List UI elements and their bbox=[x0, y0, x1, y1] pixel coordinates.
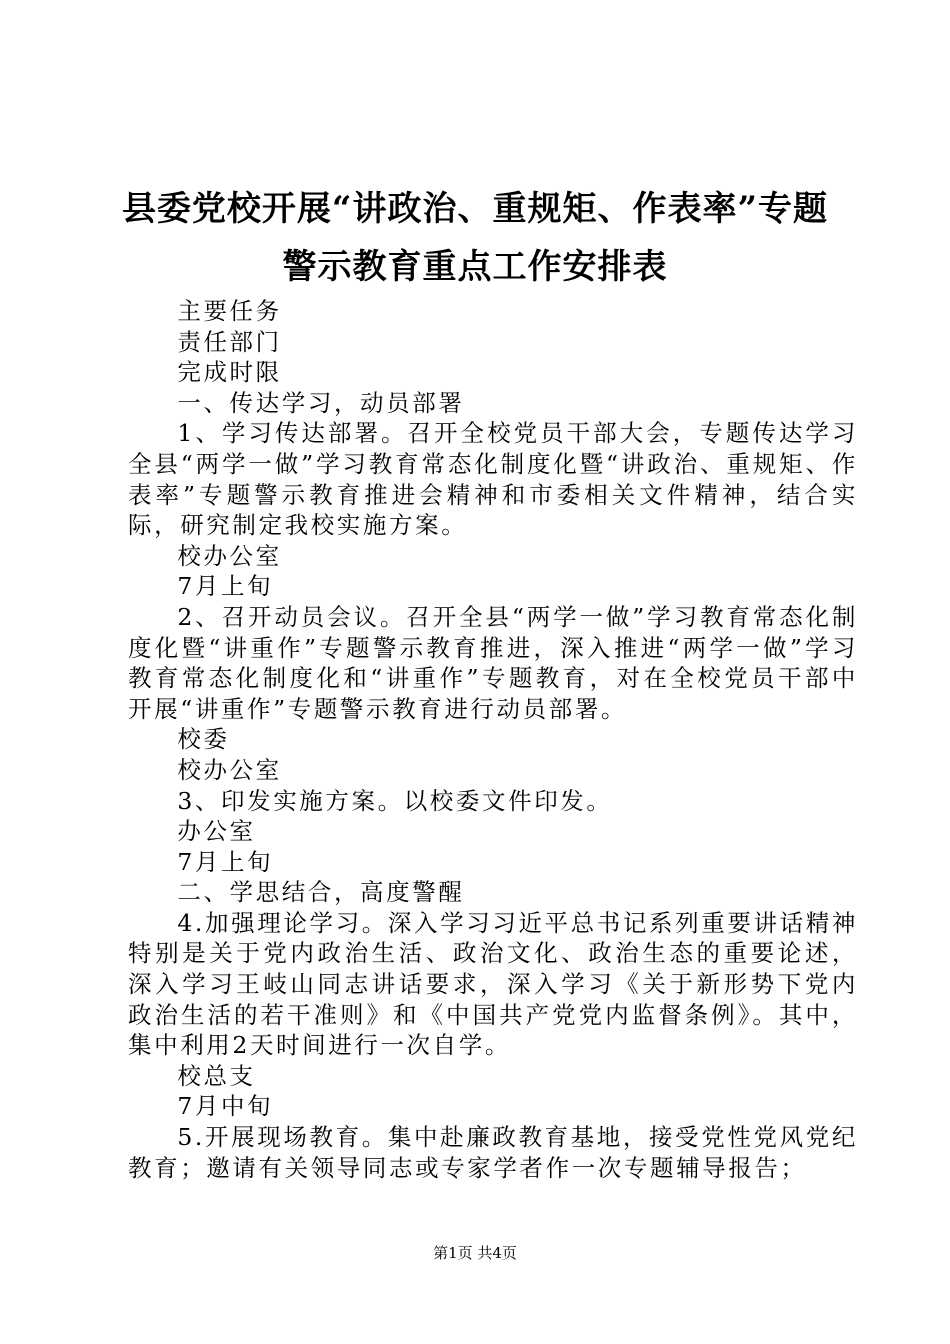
paragraph: 责任部门 bbox=[177, 327, 282, 356]
paragraph: 2、召开动员会议。召开全县“两学一做”学习教育常态化制度化暨“讲重作”专题警示教育推进，深入推进“两学一做”学习教育常态化制度化和“讲重作”专题教育，对在全校党员干部中开展“讲重作”专题警示教育进行动员部署。 bbox=[128, 602, 858, 723]
paragraph: 主要任务 bbox=[177, 297, 282, 325]
paragraph: 3、印发实施方案。以校委文件印发。 bbox=[177, 786, 613, 815]
paragraph: 校总支 bbox=[177, 1061, 256, 1090]
paragraph: 一、传达学习，动员部署 bbox=[177, 388, 465, 417]
paragraph: 4.加强理论学习。深入学习习近平总书记系列重要讲话精神特别是关于党内政治生活、政治文化、政治生态的重要论述，深入学习王岐山同志讲话要求，深入学习《关于新形势下党内政治生活的若干准则》和《中国共产党党内监督条例》。其中，集中利用2天时间进行一次自学。 bbox=[128, 908, 858, 1060]
paragraph: 校办公室 bbox=[177, 755, 282, 784]
paragraph: 7月中旬 bbox=[177, 1092, 274, 1121]
paragraph: 校办公室 bbox=[177, 541, 282, 570]
paragraph: 校委 bbox=[177, 725, 230, 754]
paragraph: 二、学思结合，高度警醒 bbox=[177, 878, 465, 907]
paragraph: 完成时限 bbox=[177, 358, 282, 387]
paragraph: 7月上旬 bbox=[177, 847, 274, 876]
document-title: 县委党校开展“讲政治、重规矩、作表率”专题警示教育重点工作安排表 bbox=[121, 189, 829, 287]
document-body bbox=[128, 296, 858, 1183]
page-footer: 第1页 共4页 bbox=[433, 1244, 517, 1262]
paragraph: 5.开展现场教育。集中赴廉政教育基地，接受党性党风党纪教育；邀请有关领导同志或专家学者作一次专题辅导报告； bbox=[128, 1123, 858, 1182]
paragraph: 7月上旬 bbox=[177, 572, 274, 601]
paragraph: 办公室 bbox=[177, 817, 256, 846]
paragraph: 1、学习传达部署。召开全校党员干部大会，专题传达学习全县“两学一做”学习教育常态化制度化暨“讲政治、重规矩、作表率”专题警示教育推进会精神和市委相关文件精神，结合实际，研究制定我校实施方案。 bbox=[128, 419, 858, 540]
